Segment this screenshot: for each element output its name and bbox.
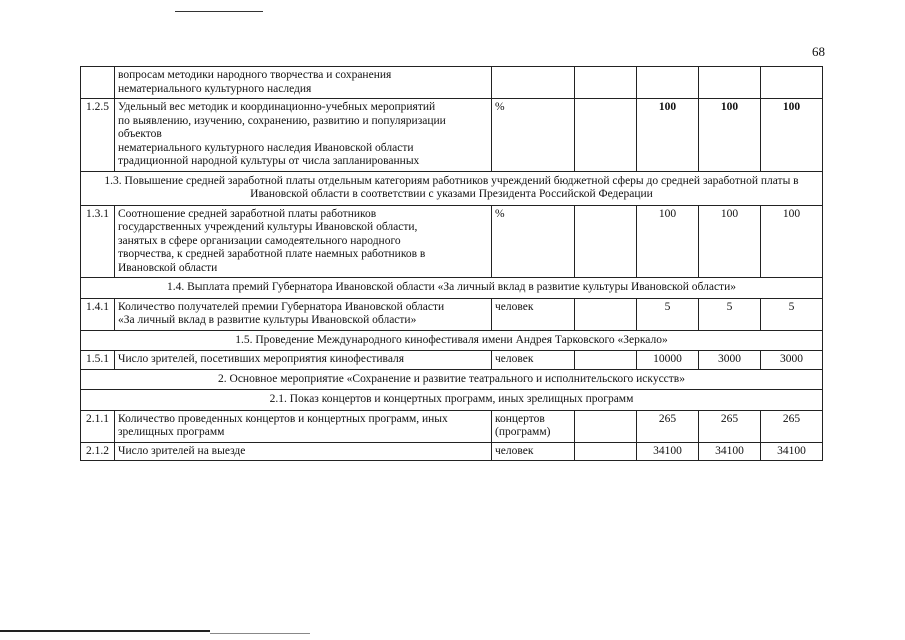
indicator-number — [81, 67, 115, 99]
indicators-table — [80, 66, 823, 461]
value-empty — [575, 442, 637, 461]
value-year-2: 5 — [699, 298, 761, 330]
section-row — [81, 171, 823, 205]
value-year-2: 34100 — [699, 442, 761, 461]
unit-of-measure: % — [492, 205, 575, 278]
unit-of-measure: человек — [492, 298, 575, 330]
table-row — [81, 298, 823, 330]
indicator-name: Количество проведенных концертов и концертных программ, иных зрелищных программ — [115, 410, 492, 442]
value-year-3: 3000 — [761, 351, 823, 370]
unit-of-measure: % — [492, 99, 575, 172]
value-year-1: 100 — [637, 205, 699, 278]
indicator-number: 1.3.1 — [81, 205, 115, 278]
value-year-3: 100 — [761, 99, 823, 172]
section-row — [81, 278, 823, 299]
value-year-1: 5 — [637, 298, 699, 330]
section-row — [81, 330, 823, 351]
value-year-1: 265 — [637, 410, 699, 442]
indicator-number: 1.5.1 — [81, 351, 115, 370]
value-empty — [575, 410, 637, 442]
table-body — [81, 67, 823, 461]
value-year-3: 265 — [761, 410, 823, 442]
value-year-2: 100 — [699, 205, 761, 278]
value-year-1: 10000 — [637, 351, 699, 370]
section-row — [81, 369, 823, 390]
page-number: 68 — [812, 44, 825, 59]
indicator-number: 1.4.1 — [81, 298, 115, 330]
indicator-number: 2.1.1 — [81, 410, 115, 442]
top-rule — [175, 11, 263, 12]
value-year-3: 100 — [761, 205, 823, 278]
value-empty — [575, 99, 637, 172]
value-year-3 — [761, 67, 823, 99]
value-year-2: 265 — [699, 410, 761, 442]
value-year-2: 100 — [699, 99, 761, 172]
bottom-rule-thin — [210, 633, 310, 634]
indicator-name: Удельный вес методик и координационно-учебных мероприятий по выявлению, изучению, сохранению, развитию и популяризации объектов нематериального культурного наследия Ивановской области традиционной народной культуры от числа запланированных — [115, 99, 492, 172]
value-year-2: 3000 — [699, 351, 761, 370]
value-year-3: 34100 — [761, 442, 823, 461]
table-row — [81, 442, 823, 461]
table-row — [81, 410, 823, 442]
value-year-2 — [699, 67, 761, 99]
indicator-name: Число зрителей на выезде — [115, 442, 492, 461]
indicator-name: Соотношение средней заработной платы работников государственных учреждений культуры Ивановской области, занятых в сфере организации самодеятельного народного творчества, к средней заработной плате наемных работников в Ивановской области — [115, 205, 492, 278]
indicator-number: 1.2.5 — [81, 99, 115, 172]
table-row — [81, 99, 823, 172]
section-heading: 2. Основное мероприятие «Сохранение и развитие театрального и исполнительского искусств» — [81, 369, 823, 390]
indicator-number: 2.1.2 — [81, 442, 115, 461]
indicator-name: вопросам методики народного творчества и сохранения нематериального культурного наследия — [115, 67, 492, 99]
value-empty — [575, 298, 637, 330]
section-heading: 2.1. Показ концертов и концертных программ, иных зрелищных программ — [81, 390, 823, 411]
value-year-1: 34100 — [637, 442, 699, 461]
table-row — [81, 67, 823, 99]
unit-of-measure: человек — [492, 442, 575, 461]
value-empty — [575, 351, 637, 370]
indicator-name: Количество получателей премии Губернатора Ивановской области «За личный вклад в развитие культуры Ивановской области» — [115, 298, 492, 330]
unit-of-measure — [492, 67, 575, 99]
value-empty — [575, 205, 637, 278]
unit-of-measure: концертов (программ) — [492, 410, 575, 442]
section-heading: 1.3. Повышение средней заработной платы отдельным категориям работников учреждений бюджетной сферы до средней заработной платы в Ивановской области в соответствии с указами Президента Российской Федерации — [81, 171, 823, 205]
unit-of-measure: человек — [492, 351, 575, 370]
table-row — [81, 351, 823, 370]
value-year-1: 100 — [637, 99, 699, 172]
value-year-3: 5 — [761, 298, 823, 330]
section-row — [81, 390, 823, 411]
value-year-1 — [637, 67, 699, 99]
indicator-name: Число зрителей, посетивших мероприятия кинофестиваля — [115, 351, 492, 370]
table-row — [81, 205, 823, 278]
section-heading: 1.4. Выплата премий Губернатора Ивановской области «За личный вклад в развитие культуры Ивановской области» — [81, 278, 823, 299]
bottom-rule — [0, 630, 210, 632]
value-empty — [575, 67, 637, 99]
section-heading: 1.5. Проведение Международного кинофестиваля имени Андрея Тарковского «Зеркало» — [81, 330, 823, 351]
